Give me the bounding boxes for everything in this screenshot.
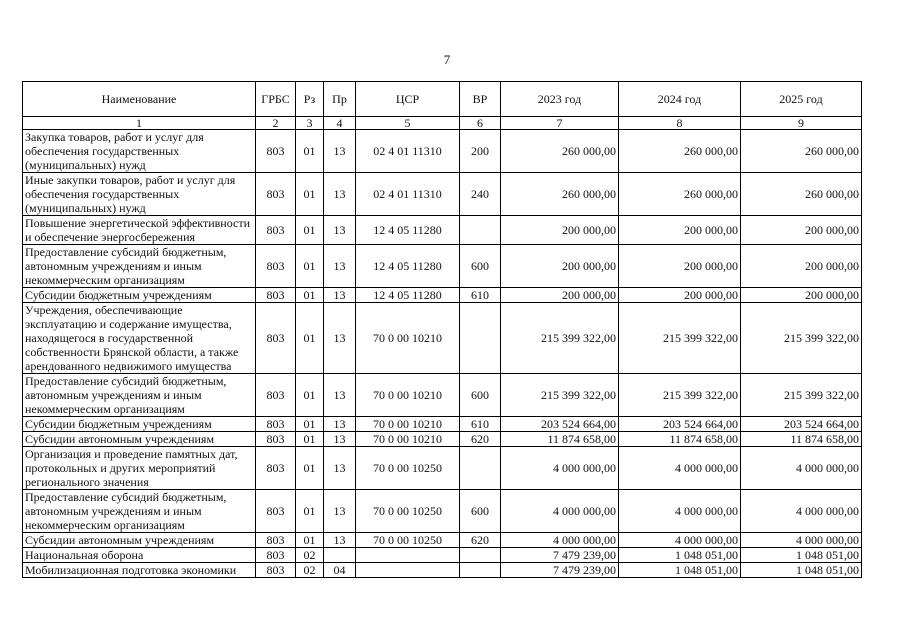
row-csr: 02 4 01 11310 xyxy=(356,130,460,173)
row-grbs: 803 xyxy=(256,216,296,245)
col-number: 2 xyxy=(256,117,296,130)
row-amount-2025: 203 524 664,00 xyxy=(741,417,862,432)
row-name: Субсидии бюджетным учреждениям xyxy=(23,417,256,432)
table-row xyxy=(23,490,862,533)
row-amount-2024: 203 524 664,00 xyxy=(619,417,741,432)
row-csr xyxy=(356,563,460,578)
row-amount-2023: 200 000,00 xyxy=(501,216,619,245)
row-grbs: 803 xyxy=(256,417,296,432)
row-vr: 600 xyxy=(460,245,501,288)
row-pr: 13 xyxy=(324,533,356,548)
col-header-vr: ВР xyxy=(460,82,501,117)
row-amount-2023: 215 399 322,00 xyxy=(501,303,619,374)
col-header-name: Наименование xyxy=(23,82,256,117)
row-vr: 610 xyxy=(460,288,501,303)
row-pr: 13 xyxy=(324,216,356,245)
table-row xyxy=(23,447,862,490)
col-header-pr: Пр xyxy=(324,82,356,117)
row-grbs: 803 xyxy=(256,432,296,447)
col-header-rz: Рз xyxy=(296,82,324,117)
row-vr: 600 xyxy=(460,374,501,417)
row-amount-2023: 200 000,00 xyxy=(501,288,619,303)
row-amount-2024: 4 000 000,00 xyxy=(619,490,741,533)
row-csr: 70 0 00 10210 xyxy=(356,417,460,432)
row-rz: 01 xyxy=(296,173,324,216)
row-amount-2024: 4 000 000,00 xyxy=(619,447,741,490)
row-amount-2025: 4 000 000,00 xyxy=(741,447,862,490)
row-rz: 01 xyxy=(296,447,324,490)
row-amount-2024: 200 000,00 xyxy=(619,288,741,303)
row-amount-2025: 215 399 322,00 xyxy=(741,374,862,417)
row-name: Предоставление субсидий бюджетным, автономным учреждениям и иным некоммерческим организациям xyxy=(23,490,256,533)
row-name: Предоставление субсидий бюджетным, автономным учреждениям и иным некоммерческим организациям xyxy=(23,374,256,417)
row-amount-2023: 7 479 239,00 xyxy=(501,563,619,578)
table-row xyxy=(23,288,862,303)
row-grbs: 803 xyxy=(256,173,296,216)
col-header-csr: ЦСР xyxy=(356,82,460,117)
row-amount-2024: 215 399 322,00 xyxy=(619,303,741,374)
row-amount-2024: 200 000,00 xyxy=(619,245,741,288)
row-csr xyxy=(356,548,460,563)
row-amount-2025: 11 874 658,00 xyxy=(741,432,862,447)
table-row xyxy=(23,173,862,216)
row-vr xyxy=(460,447,501,490)
row-rz: 01 xyxy=(296,216,324,245)
col-header-2023: 2023 год xyxy=(501,82,619,117)
table-row xyxy=(23,374,862,417)
row-amount-2025: 4 000 000,00 xyxy=(741,490,862,533)
row-rz: 01 xyxy=(296,490,324,533)
row-pr: 13 xyxy=(324,432,356,447)
row-rz: 01 xyxy=(296,130,324,173)
row-grbs: 803 xyxy=(256,490,296,533)
row-amount-2024: 1 048 051,00 xyxy=(619,563,741,578)
col-number: 8 xyxy=(619,117,741,130)
col-header-grbs: ГРБС xyxy=(256,82,296,117)
row-csr: 02 4 01 11310 xyxy=(356,173,460,216)
table-row xyxy=(23,563,862,578)
row-name: Субсидии автономным учреждениям xyxy=(23,533,256,548)
row-csr: 70 0 00 10250 xyxy=(356,490,460,533)
row-rz: 01 xyxy=(296,374,324,417)
table-row xyxy=(23,245,862,288)
row-rz: 02 xyxy=(296,548,324,563)
row-amount-2025: 260 000,00 xyxy=(741,130,862,173)
table-row xyxy=(23,533,862,548)
row-vr: 200 xyxy=(460,130,501,173)
row-csr: 12 4 05 11280 xyxy=(356,288,460,303)
table-row xyxy=(23,417,862,432)
row-amount-2023: 7 479 239,00 xyxy=(501,548,619,563)
row-amount-2024: 215 399 322,00 xyxy=(619,374,741,417)
row-amount-2023: 260 000,00 xyxy=(501,173,619,216)
row-vr: 240 xyxy=(460,173,501,216)
table-row xyxy=(23,432,862,447)
row-amount-2024: 1 048 051,00 xyxy=(619,548,741,563)
row-pr: 13 xyxy=(324,130,356,173)
row-vr xyxy=(460,216,501,245)
row-vr: 620 xyxy=(460,432,501,447)
row-name: Национальная оборона xyxy=(23,548,256,563)
row-pr: 13 xyxy=(324,374,356,417)
column-number-row xyxy=(23,117,862,130)
row-rz: 01 xyxy=(296,432,324,447)
row-vr: 600 xyxy=(460,490,501,533)
row-amount-2025: 1 048 051,00 xyxy=(741,548,862,563)
row-name: Предоставление субсидий бюджетным, автономным учреждениям и иным некоммерческим организациям xyxy=(23,245,256,288)
row-rz: 01 xyxy=(296,533,324,548)
row-csr: 70 0 00 10210 xyxy=(356,432,460,447)
row-name: Субсидии автономным учреждениям xyxy=(23,432,256,447)
col-number: 1 xyxy=(23,117,256,130)
row-amount-2025: 200 000,00 xyxy=(741,288,862,303)
row-csr: 70 0 00 10210 xyxy=(356,374,460,417)
row-pr: 13 xyxy=(324,245,356,288)
table-row xyxy=(23,303,862,374)
page-number: 7 xyxy=(443,52,451,67)
row-csr: 70 0 00 10250 xyxy=(356,533,460,548)
row-pr xyxy=(324,548,356,563)
row-name: Повышение энергетической эффективности и обеспечение энергосбережения xyxy=(23,216,256,245)
row-amount-2023: 203 524 664,00 xyxy=(501,417,619,432)
table-row xyxy=(23,548,862,563)
row-vr xyxy=(460,548,501,563)
row-grbs: 803 xyxy=(256,130,296,173)
row-amount-2025: 200 000,00 xyxy=(741,216,862,245)
row-grbs: 803 xyxy=(256,288,296,303)
row-amount-2024: 260 000,00 xyxy=(619,173,741,216)
row-grbs: 803 xyxy=(256,548,296,563)
row-pr: 13 xyxy=(324,173,356,216)
row-csr: 12 4 05 11280 xyxy=(356,216,460,245)
table-row xyxy=(23,216,862,245)
row-csr: 70 0 00 10210 xyxy=(356,303,460,374)
row-grbs: 803 xyxy=(256,447,296,490)
col-number: 4 xyxy=(324,117,356,130)
row-amount-2024: 260 000,00 xyxy=(619,130,741,173)
row-pr: 13 xyxy=(324,288,356,303)
row-amount-2025: 200 000,00 xyxy=(741,245,862,288)
row-name: Учреждения, обеспечивающие эксплуатацию и содержание имущества, находящегося в государственной собственности Брянской области, а также арендованного недвижимого имущества xyxy=(23,303,256,374)
row-amount-2023: 260 000,00 xyxy=(501,130,619,173)
row-name: Мобилизационная подготовка экономики xyxy=(23,563,256,578)
row-vr xyxy=(460,303,501,374)
budget-table xyxy=(22,81,862,578)
row-vr: 620 xyxy=(460,533,501,548)
row-amount-2025: 1 048 051,00 xyxy=(741,563,862,578)
col-header-2025: 2025 год xyxy=(741,82,862,117)
row-rz: 01 xyxy=(296,288,324,303)
row-name: Иные закупки товаров, работ и услуг для обеспечения государственных (муниципальных) нужд xyxy=(23,173,256,216)
row-amount-2023: 215 399 322,00 xyxy=(501,374,619,417)
row-vr: 610 xyxy=(460,417,501,432)
row-pr: 13 xyxy=(324,417,356,432)
row-amount-2024: 11 874 658,00 xyxy=(619,432,741,447)
row-amount-2025: 215 399 322,00 xyxy=(741,303,862,374)
row-grbs: 803 xyxy=(256,563,296,578)
row-pr: 13 xyxy=(324,303,356,374)
row-rz: 01 xyxy=(296,245,324,288)
row-amount-2025: 260 000,00 xyxy=(741,173,862,216)
row-amount-2023: 4 000 000,00 xyxy=(501,447,619,490)
row-pr: 13 xyxy=(324,490,356,533)
row-amount-2024: 200 000,00 xyxy=(619,216,741,245)
row-amount-2025: 4 000 000,00 xyxy=(741,533,862,548)
row-amount-2023: 4 000 000,00 xyxy=(501,533,619,548)
col-number: 3 xyxy=(296,117,324,130)
col-header-2024: 2024 год xyxy=(619,82,741,117)
row-name: Закупка товаров, работ и услуг для обеспечения государственных (муниципальных) нужд xyxy=(23,130,256,173)
col-number: 9 xyxy=(741,117,862,130)
row-name: Организация и проведение памятных дат, протокольных и других мероприятий регионального значения xyxy=(23,447,256,490)
header-row xyxy=(23,82,862,117)
col-number: 7 xyxy=(501,117,619,130)
row-amount-2024: 4 000 000,00 xyxy=(619,533,741,548)
row-rz: 02 xyxy=(296,563,324,578)
row-csr: 70 0 00 10250 xyxy=(356,447,460,490)
row-grbs: 803 xyxy=(256,533,296,548)
row-pr: 13 xyxy=(324,447,356,490)
row-amount-2023: 200 000,00 xyxy=(501,245,619,288)
row-amount-2023: 4 000 000,00 xyxy=(501,490,619,533)
row-pr: 04 xyxy=(324,563,356,578)
row-grbs: 803 xyxy=(256,303,296,374)
col-number: 6 xyxy=(460,117,501,130)
table-row xyxy=(23,130,862,173)
col-number: 5 xyxy=(356,117,460,130)
row-csr: 12 4 05 11280 xyxy=(356,245,460,288)
row-grbs: 803 xyxy=(256,374,296,417)
row-amount-2023: 11 874 658,00 xyxy=(501,432,619,447)
row-rz: 01 xyxy=(296,417,324,432)
row-rz: 01 xyxy=(296,303,324,374)
row-vr xyxy=(460,563,501,578)
row-name: Субсидии бюджетным учреждениям xyxy=(23,288,256,303)
row-grbs: 803 xyxy=(256,245,296,288)
